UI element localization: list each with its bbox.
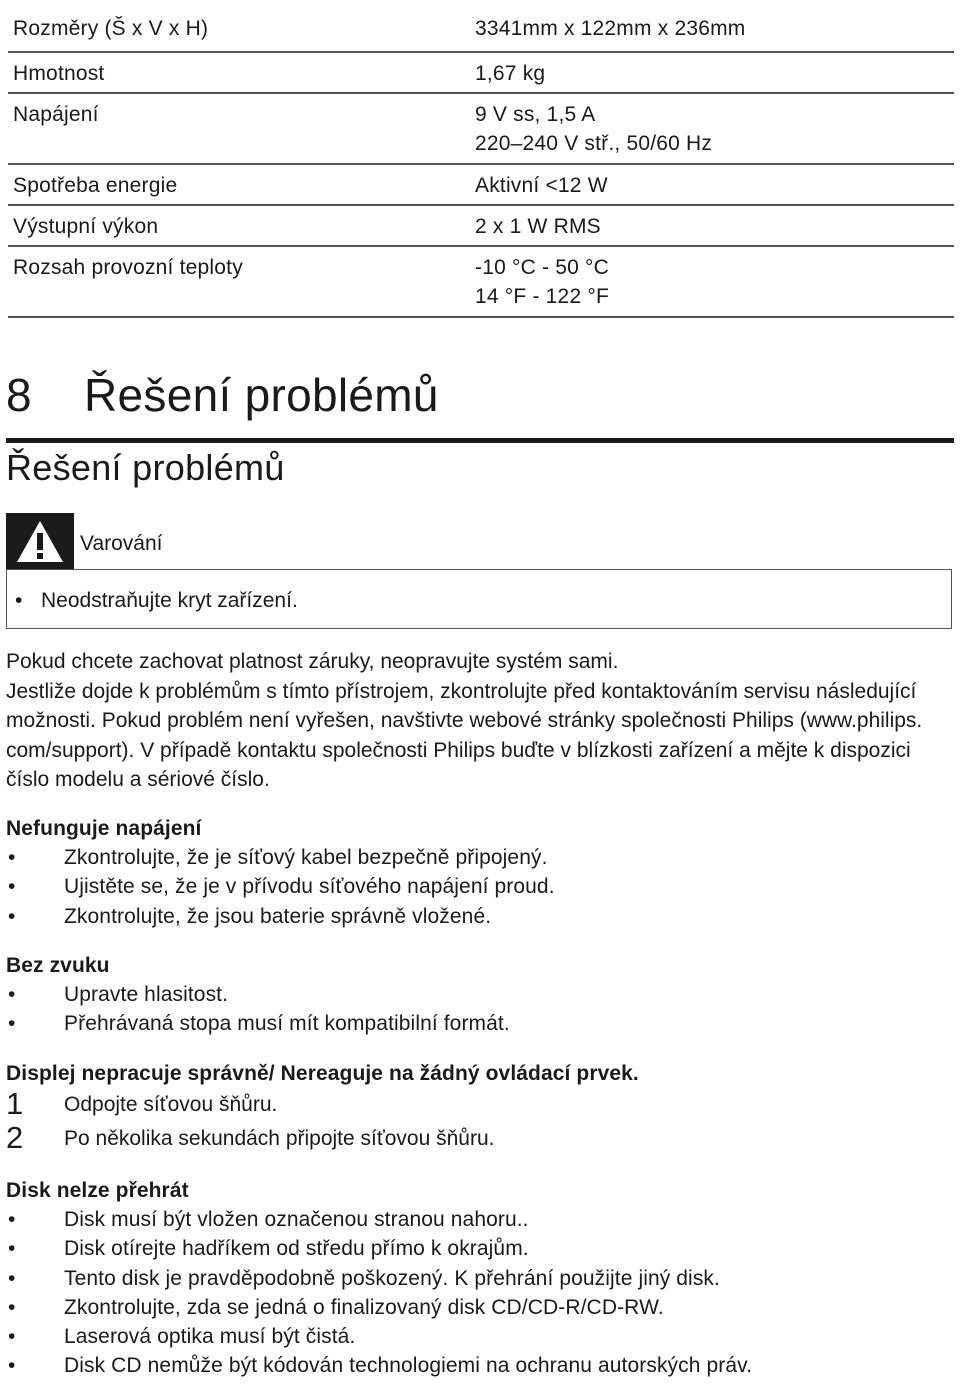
list-item (6, 1205, 946, 1234)
section-disc (6, 1177, 946, 1381)
list-item-text: Upravte hlasitost. (64, 983, 229, 1006)
step-number: 1 (6, 1086, 24, 1121)
list-item-text: Zkontrolujte, zda se jedná o finalizovaný disk CD/CD-R/CD-RW. (64, 1295, 664, 1319)
section-no-power (6, 815, 946, 931)
spec-row-output (8, 206, 954, 247)
intro-line: com/support). V případě kontaktu společnosti Philips buďte v blízkosti zařízení a mějte k dispozici (6, 738, 911, 762)
bullet: • (8, 1266, 16, 1290)
list-item-text: Disk otírejte hadříkem od středu přímo k okrajům. (64, 1237, 529, 1261)
warning-item-text: Neodstraňujte kryt zařízení. (41, 589, 298, 612)
list-item (6, 1293, 946, 1322)
intro-line: Jestliže dojde k problémům s tímto přístrojem, zkontrolujte před kontaktováním servisu následující (6, 679, 917, 703)
bullet: • (8, 875, 16, 899)
warning-header (6, 513, 163, 569)
bullet: • (8, 1325, 16, 1349)
bullet: • (8, 1012, 16, 1036)
list-item-text: Laserová optika musí být čistá. (64, 1325, 356, 1349)
spec-value-line: 2 x 1 W RMS (475, 215, 601, 238)
intro-line: číslo modelu a sériové číslo. (6, 768, 270, 791)
bullet: • (8, 1354, 16, 1378)
warning-item (15, 588, 298, 614)
warning-box (6, 569, 952, 629)
spec-value-line: 3341mm x 122mm x 236mm (475, 17, 746, 40)
list-item (6, 1009, 946, 1038)
list-item-text: Disk musí být vložen označenou stranou nahoru.. (64, 1208, 529, 1231)
spec-value-line: 220–240 V stř., 50/60 Hz (475, 132, 713, 155)
chapter-title: Řešení problémů (84, 369, 439, 421)
list-item-text: Zkontrolujte, že je síťový kabel bezpečně připojený. (64, 846, 548, 869)
intro-line: Pokud chcete zachovat platnost záruky, neopravujte systém sami. (6, 650, 619, 673)
bullet: • (8, 983, 16, 1006)
list-item (6, 1264, 946, 1293)
list-item (6, 872, 946, 901)
intro-text (6, 647, 951, 795)
bullet: • (15, 589, 23, 612)
section-display (6, 1060, 946, 1156)
warning-label: Varování (80, 532, 163, 555)
spec-row-dimensions (8, 10, 954, 53)
bullet: • (8, 1237, 16, 1261)
list-item-text: Disk CD nemůže být kódován technologiemi na ochranu autorských práv. (64, 1354, 753, 1378)
spec-label: Rozměry (Š x V x H) (13, 17, 209, 40)
list-item (6, 1322, 946, 1351)
list-item (6, 902, 946, 931)
list-item (6, 1351, 946, 1380)
spec-label: Napájení (13, 103, 99, 126)
step-item (6, 1122, 946, 1156)
spec-value (475, 10, 954, 51)
bullet: • (8, 1295, 16, 1319)
chapter-heading (6, 364, 954, 443)
section-title: Řešení problémů (6, 447, 285, 488)
spec-label: Rozsah provozní teploty (13, 256, 243, 279)
spec-table (8, 10, 954, 318)
spec-row-power (8, 94, 954, 165)
step-text: Po několika sekundách připojte síťovou šňůru. (64, 1127, 495, 1150)
warning-icon (6, 513, 74, 569)
spec-value (475, 165, 954, 204)
list-item-text: Přehrávaná stopa musí mít kompatibilní formát. (64, 1012, 510, 1036)
spec-label: Hmotnost (13, 62, 105, 85)
subsection-title: Nefunguje napájení (6, 817, 202, 840)
list-item (6, 1234, 946, 1263)
bullet-list (6, 980, 946, 1039)
intro-line: možnosti. Pokud problém není vyřešen, navštivte webové stránky společnosti Philips (www.philips. (6, 709, 923, 732)
spec-label: Spotřeba energie (13, 174, 178, 197)
step-number: 2 (6, 1120, 24, 1155)
chapter-number: 8 (6, 369, 32, 421)
spec-value-line: 1,67 kg (475, 62, 546, 85)
list-item-text: Tento disk je pravděpodobně poškozený. K přehrání použijte jiný disk. (64, 1266, 720, 1290)
subsection-title: Displej nepracuje správně/ Nereaguje na žádný ovládací prvek. (6, 1062, 639, 1085)
spec-value (475, 53, 954, 92)
subsection-title: Bez zvuku (6, 954, 110, 977)
spec-value (475, 206, 954, 245)
list-item (6, 980, 946, 1009)
spec-value-line: 9 V ss, 1,5 A (475, 103, 596, 126)
list-item-text: Zkontrolujte, že jsou baterie správně vložené. (64, 904, 492, 928)
bullet-list (6, 843, 946, 931)
spec-value-line: -10 °C - 50 °C (475, 256, 609, 279)
bullet: • (8, 846, 16, 869)
spec-row-weight (8, 53, 954, 94)
spec-row-temperature (8, 247, 954, 318)
spec-value (475, 94, 954, 163)
spec-value-line: 14 °F - 122 °F (475, 285, 609, 308)
step-list (6, 1088, 946, 1156)
spec-label: Výstupní výkon (13, 215, 159, 238)
list-item-text: Ujistěte se, že je v přívodu síťového napájení proud. (64, 875, 555, 899)
spec-value (475, 247, 954, 316)
step-text: Odpojte síťovou šňůru. (64, 1093, 278, 1116)
section-no-sound (6, 952, 946, 1039)
spec-row-consumption (8, 165, 954, 206)
step-item (6, 1088, 946, 1122)
list-item (6, 843, 946, 872)
bullet: • (8, 904, 16, 928)
bullet: • (8, 1208, 16, 1231)
bullet-list (6, 1205, 946, 1381)
spec-value-line: Aktivní <12 W (475, 174, 608, 197)
subsection-title: Disk nelze přehrát (6, 1179, 189, 1202)
